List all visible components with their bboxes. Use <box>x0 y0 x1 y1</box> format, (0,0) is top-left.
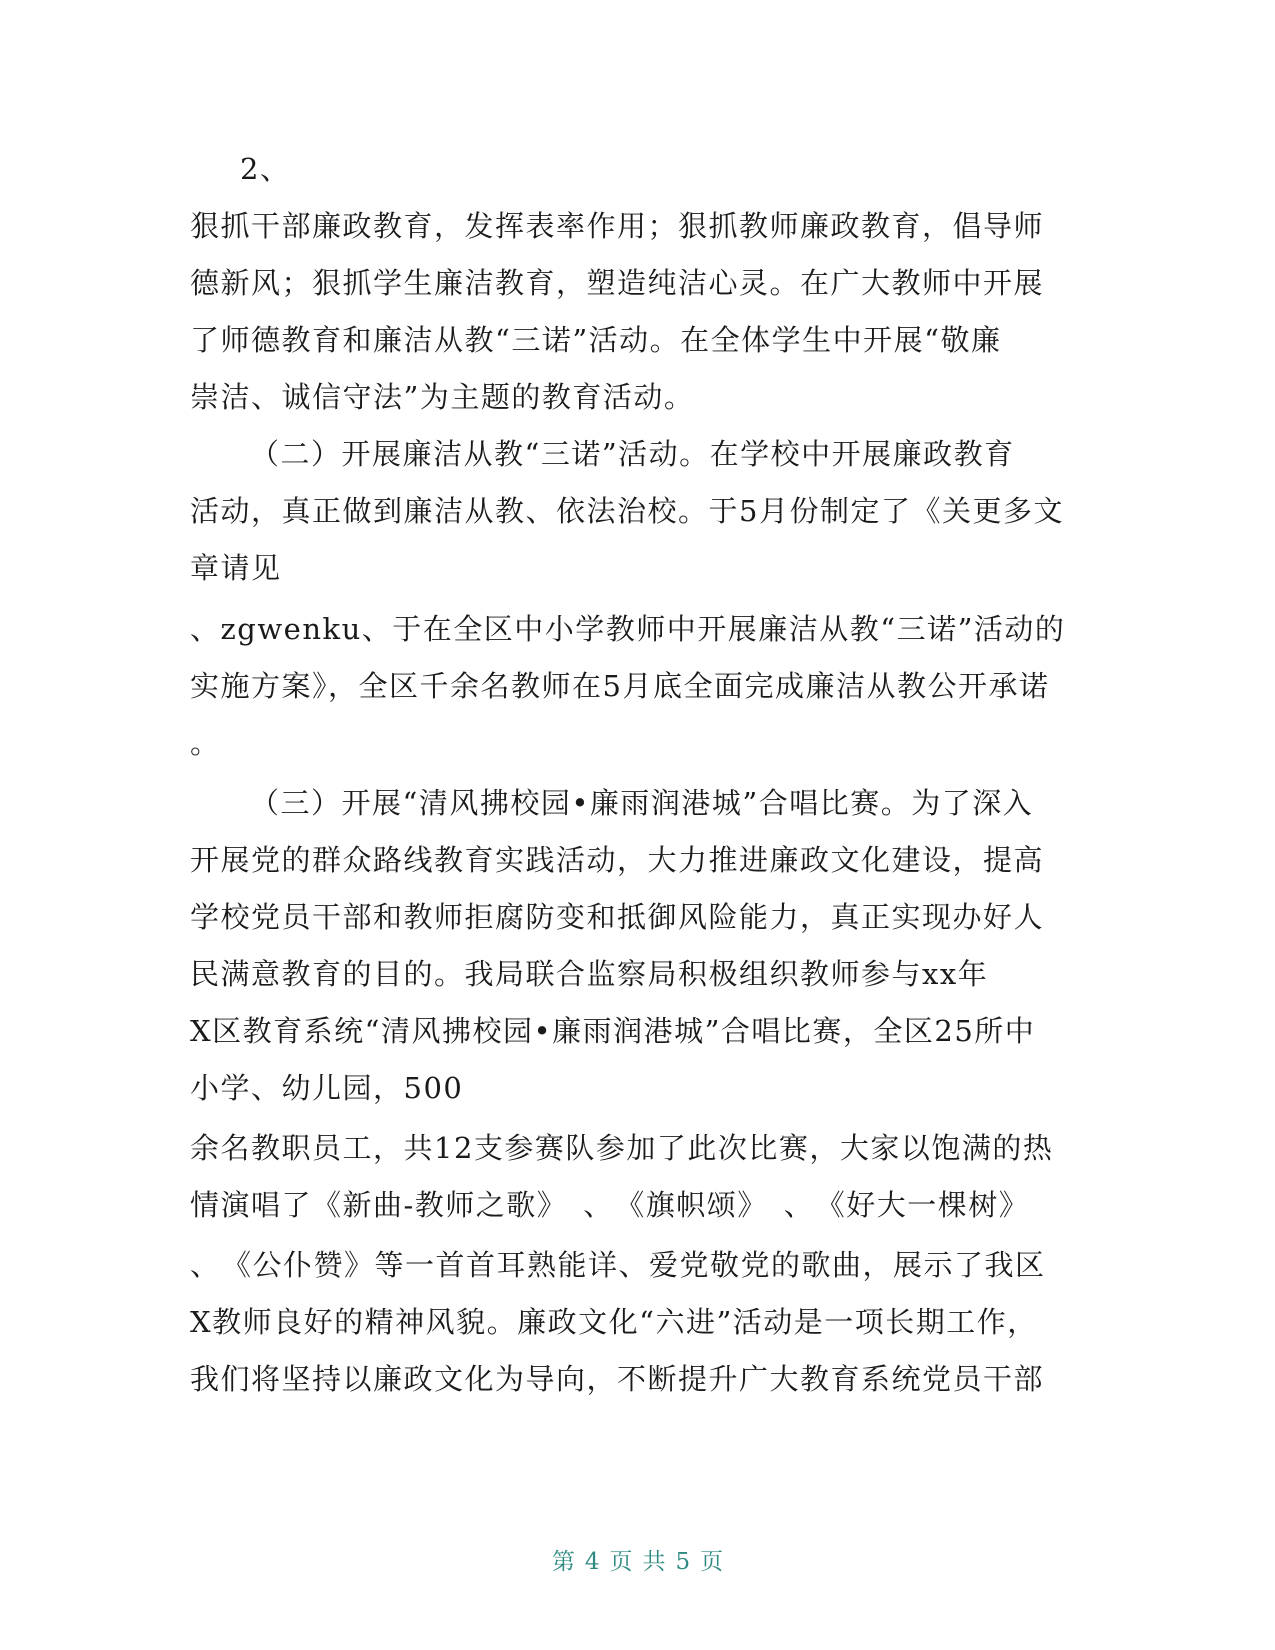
text-line: 学校党员干部和教师拒腐防变和抵御风险能力，真正实现办好人 <box>190 900 1045 934</box>
text-line: 、zgwenku、于在全区中小学教师中开展廉洁从教“三诺”活动的 <box>190 612 1066 646</box>
text-line: 狠抓干部廉政教育，发挥表率作用；狠抓教师廉政教育，倡导师 <box>190 209 1045 243</box>
page-footer <box>0 1547 1275 1577</box>
text-line: X区教育系统“清风拂校园•廉雨润港城”合唱比赛，全区25所中 <box>190 1014 1036 1048</box>
text-line: 活动，真正做到廉洁从教、依法治校。于5月份制定了《关更多文 <box>190 494 1064 528</box>
text-line: 余名教职员工，共12支参赛队参加了此次比赛，大家以饱满的热 <box>190 1131 1054 1165</box>
text-line: 我们将坚持以廉政文化为导向，不断提升广大教育系统党员干部 <box>190 1362 1045 1396</box>
text-line: 、 《公仆赞》等一首首耳熟能详、爱党敬党的歌曲，展示了我区 <box>190 1248 1046 1282</box>
footer-current-page: 4 <box>584 1549 600 1575</box>
text-line: 情演唱了《新曲-教师之歌》 、 《旗帜颂》 、 《好大一棵树》 <box>190 1188 1030 1222</box>
text-line: 实施方案》，全区千余名教师在5月底全面完成廉洁从教公开承诺 <box>190 669 1050 703</box>
text-line: 了师德教育和廉洁从教“三诺”活动。在全体学生中开展“敬廉 <box>190 323 1002 357</box>
text-line: （三）开展“清风拂校园•廉雨润港城”合唱比赛。为了深入 <box>250 786 1034 820</box>
text-line: 德新风；狠抓学生廉洁教育，塑造纯洁心灵。在广大教师中开展 <box>190 266 1045 300</box>
footer-total-word: 共 <box>642 1549 666 1575</box>
text-line: 。 <box>190 726 221 760</box>
text-line: （二）开展廉洁从教“三诺”活动。在学校中开展廉政教育 <box>250 437 1015 471</box>
text-line: 章请见 <box>190 551 282 585</box>
text-line: 2、 <box>240 152 291 186</box>
footer-page-unit: 页 <box>609 1549 633 1575</box>
text-line: X教师良好的精神风貌。廉政文化“六进”活动是一项长期工作， <box>190 1305 1038 1339</box>
text-line: 民满意教育的目的。我局联合监察局积极组织教师参与xx年 <box>190 957 989 991</box>
footer-total-pages: 5 <box>675 1549 691 1575</box>
footer-prefix: 第 <box>551 1549 575 1575</box>
footer-suffix: 页 <box>700 1549 724 1575</box>
text-line: 开展党的群众路线教育实践活动，大力推进廉政文化建设，提高 <box>190 843 1045 877</box>
text-line: 小学、幼儿园，500 <box>190 1071 464 1105</box>
text-line: 崇洁、诚信守法”为主题的教育活动。 <box>190 380 695 414</box>
